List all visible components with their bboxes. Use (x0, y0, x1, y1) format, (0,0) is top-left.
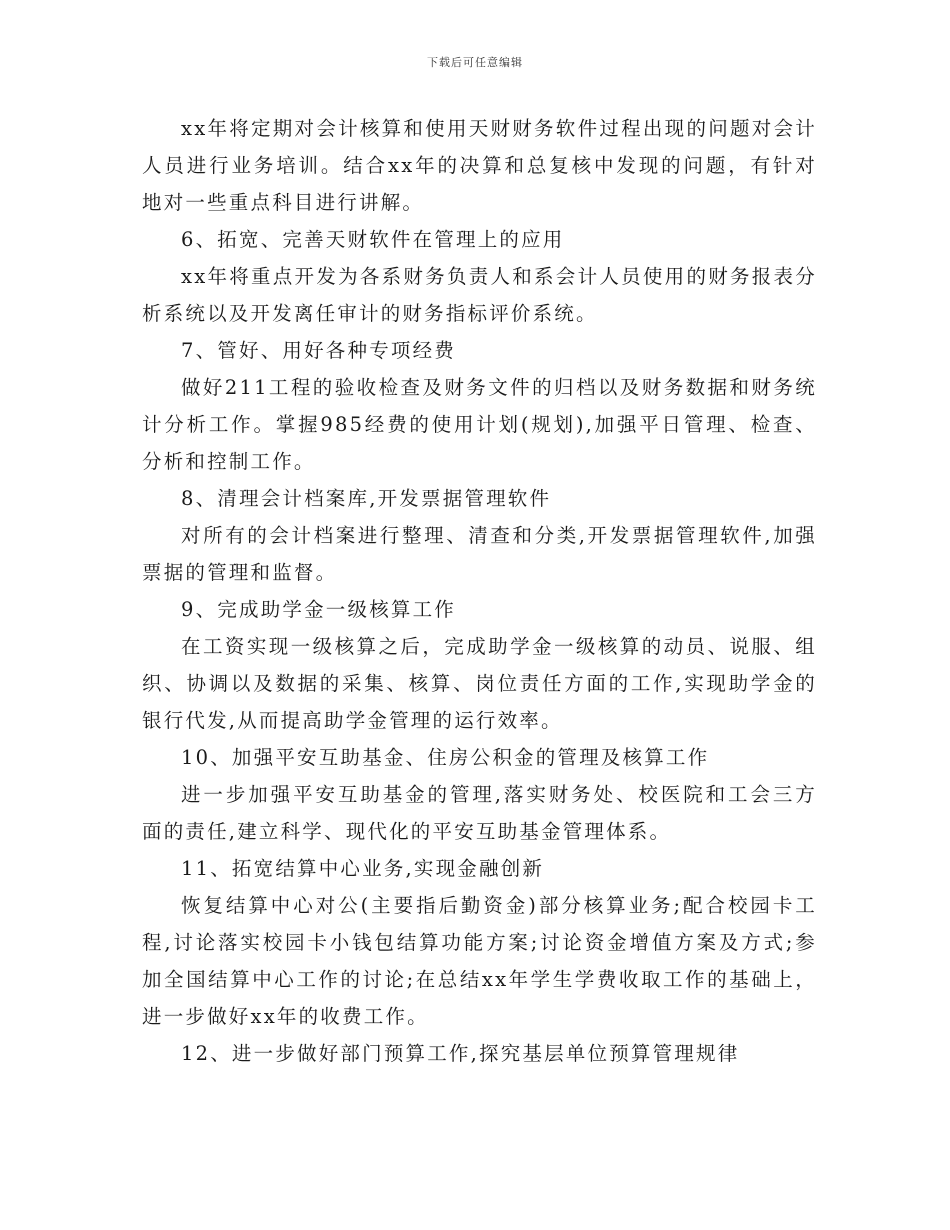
section-heading: 9、完成助学金一级核算工作 (181, 598, 457, 621)
paragraph: 做好211工程的验收检查及财务文件的归档以及财务数据和财务统计分析工作。掌握985经费的使用计划(规划),加强平日管理、检查、分析和控制工作。 (142, 376, 817, 473)
section-heading: 10、加强平安互助基金、住房公积金的管理及核算工作 (181, 746, 710, 769)
paragraph: 恢复结算中心对公(主要指后勤资金)部分核算业务;配合校园卡工程,讨论落实校园卡小钱包结算功能方案;讨论资金增值方案及方式;参加全国结算中心工作的讨论;在总结xx年学生学费收取工作的基础上，进一步做好xx年的收费工作。 (142, 894, 817, 1028)
paragraph: 在工资实现一级核算之后，完成助学金一级核算的动员、说服、组织、协调以及数据的采集、核算、岗位责任方面的工作,实现助学金的银行代发,从而提高助学金管理的运行效率。 (142, 635, 817, 732)
paragraph: xx年将重点开发为各系财务负责人和系会计人员使用的财务报表分析系统以及开发离任审计的财务指标评价系统。 (142, 265, 817, 325)
section-heading: 12、进一步做好部门预算工作,探究基层单位预算管理规律 (181, 1042, 740, 1065)
document-body (142, 110, 817, 1072)
section-heading: 7、管好、用好各种专项经费 (181, 339, 457, 362)
paragraph: 对所有的会计档案进行整理、清查和分类,开发票据管理软件,加强票据的管理和监督。 (142, 524, 817, 584)
paragraph: 进一步加强平安互助基金的管理,落实财务处、校医院和工会三方面的责任,建立科学、现代化的平安互助基金管理体系。 (142, 783, 817, 843)
header-note: 下载后可任意编辑 (427, 56, 523, 69)
section-heading: 11、拓宽结算中心业务,实现金融创新 (181, 857, 545, 880)
section-heading: 8、清理会计档案库,开发票据管理软件 (181, 487, 552, 510)
paragraph: xx年将定期对会计核算和使用天财财务软件过程出现的问题对会计人员进行业务培训。结合xx年的决算和总复核中发现的问题，有针对地对一些重点科目进行讲解。 (142, 117, 817, 214)
section-heading: 6、拓宽、完善天财软件在管理上的应用 (181, 228, 565, 251)
